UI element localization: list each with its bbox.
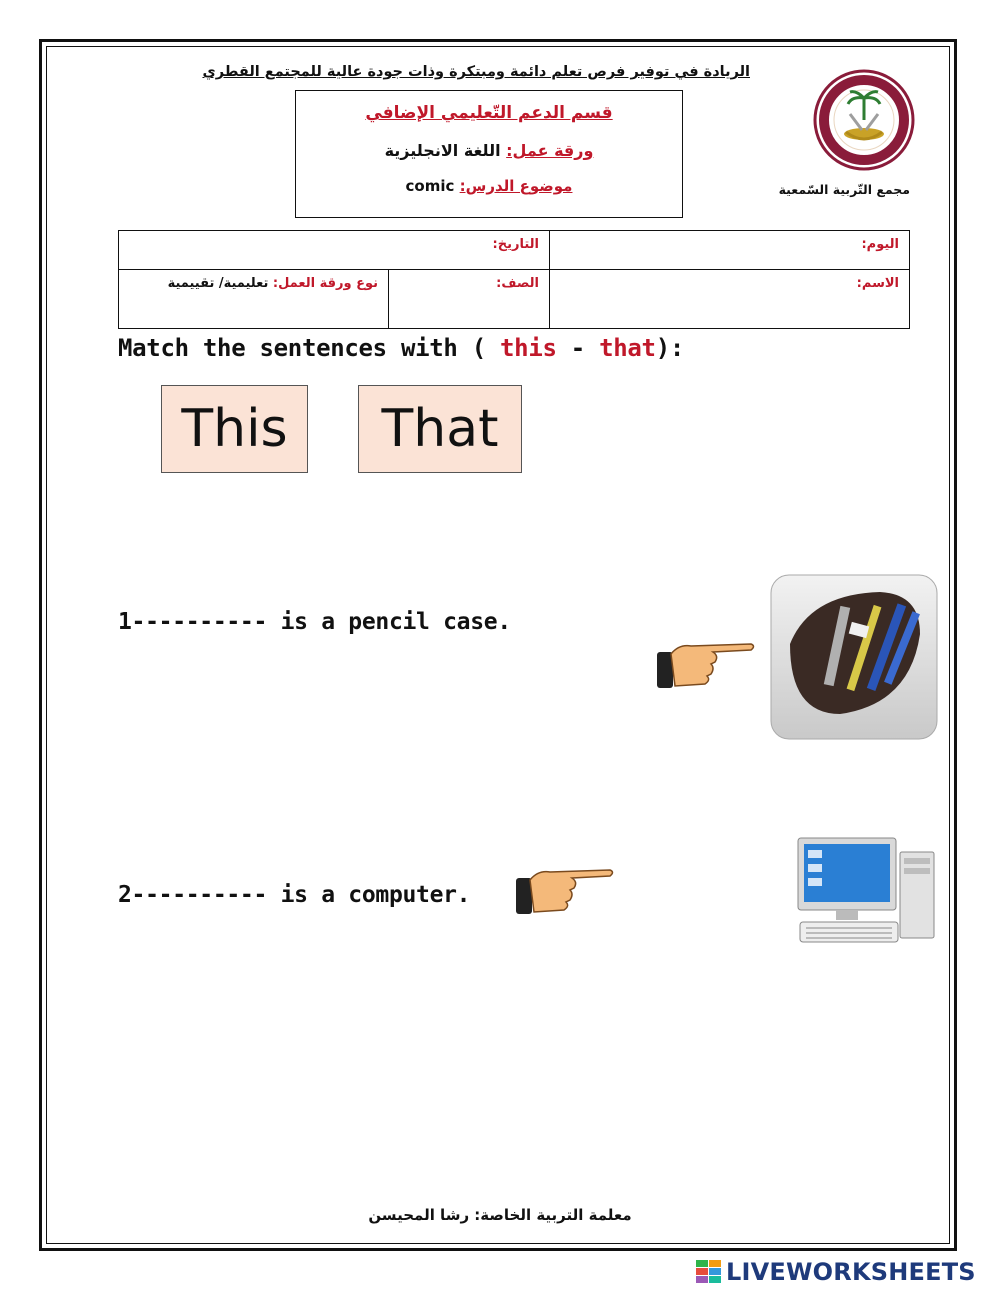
ministry-logo-icon xyxy=(812,68,916,172)
title-box xyxy=(295,90,683,218)
topic-label: موضوع الدرس: xyxy=(459,177,573,195)
pointing-hand-icon xyxy=(514,864,616,920)
computer-image-icon xyxy=(796,836,936,946)
type-label: نوع ورقة العمل: xyxy=(272,276,378,291)
liveworksheets-logo-icon xyxy=(696,1258,722,1286)
date-label: التاريخ: xyxy=(492,237,539,252)
card-this[interactable]: This xyxy=(161,385,308,473)
department-title: قسم الدعم التّعليمي الإضافي xyxy=(365,103,613,123)
worksheet-line xyxy=(296,141,682,160)
day-label: اليوم: xyxy=(861,237,899,252)
topic-value: comic xyxy=(405,177,455,195)
liveworksheets-brand[interactable]: LIVEWORKSHEETS xyxy=(726,1258,976,1286)
type-cell xyxy=(119,270,389,329)
type-value: تعليمية/ تقييمية xyxy=(167,276,269,291)
name-label: الاسم: xyxy=(856,276,899,291)
class-label: الصف: xyxy=(496,276,539,291)
pencil-case-image-icon xyxy=(770,574,938,740)
name-cell[interactable] xyxy=(550,270,910,329)
footer-teacher: معلمة التربية الخاصة: رشا المحيسن xyxy=(368,1206,632,1224)
instruction: Match the sentences with ( this - that): xyxy=(118,334,685,362)
worksheet-value: اللغة الانجليزية xyxy=(384,141,501,160)
date-cell[interactable] xyxy=(119,231,550,270)
day-cell[interactable] xyxy=(550,231,910,270)
topic-line xyxy=(296,177,682,195)
pointing-hand-icon xyxy=(655,638,757,694)
word-this: this xyxy=(500,334,557,362)
card-that[interactable]: That xyxy=(358,385,522,473)
sentence-2[interactable]: 2---------- is a computer. xyxy=(118,882,471,908)
sentence-1[interactable]: 1---------- is a pencil case. xyxy=(118,609,511,635)
student-info-table xyxy=(118,230,910,329)
word-that: that xyxy=(599,334,656,362)
class-cell[interactable] xyxy=(389,270,550,329)
worksheet-label: ورقة عمل: xyxy=(506,141,594,160)
slogan: الريادة في توفير فرص تعلم دائمة ومبتكرة وذات جودة عالية للمجتمع القطري xyxy=(202,64,750,80)
logo-caption: مجمع التّربية السّمعية xyxy=(778,182,910,197)
